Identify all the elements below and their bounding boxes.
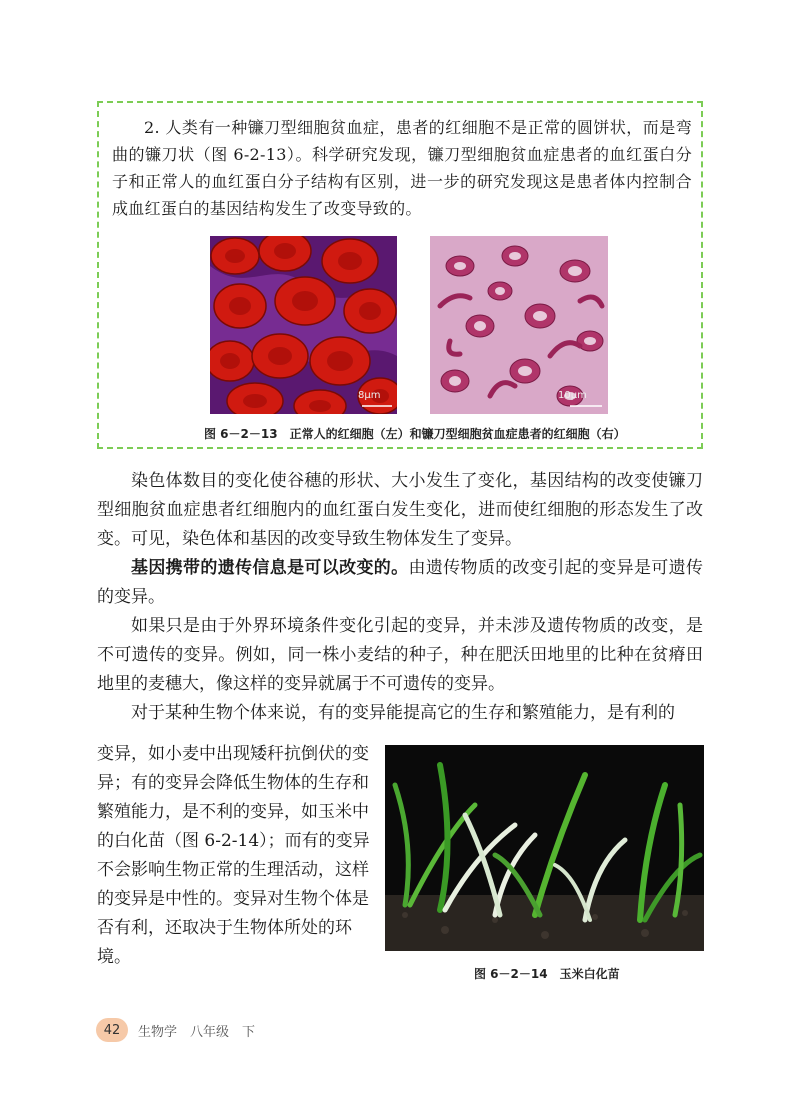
right-scale-label: 10μm bbox=[558, 390, 587, 401]
sickle-rbc-image bbox=[430, 236, 608, 414]
body-text bbox=[97, 467, 703, 728]
exercise-text bbox=[112, 114, 692, 222]
paragraph-4-rest: 变异，如小麦中出现矮秆抗倒伏的变异；有的变异会降低生物体的生存和繁殖能力，是不利的变异，如玉米中的白化苗（图 6-2-14）；而有的变异不会影响生物正常的生理活动，这样的变异是中性的。变异对生物个体是否有利，还取决于生物体所处的环境。 bbox=[97, 744, 370, 967]
key-statement: 基因携带的遗传信息是可以改变的。 bbox=[131, 558, 409, 578]
exercise-paragraph: 2. 人类有一种镰刀型细胞贫血症，患者的红细胞不是正常的圆饼状，而是弯曲的镰刀状（图 6-2-13）。科学研究发现，镰刀型细胞贫血症患者的血红蛋白分子和正常人的血红蛋白分子结构有区别，进一步的研究发现这是患者体内控制合成血红蛋白的基因结构发生了改变导致的。 bbox=[112, 118, 692, 218]
book-title: 生物学 八年级 下 bbox=[138, 1024, 256, 1040]
page-footer bbox=[96, 1018, 255, 1042]
normal-rbc-image bbox=[210, 236, 397, 414]
left-scale-label: 8μm bbox=[358, 390, 381, 401]
figure-6-2-13-caption: 图 6－2－13 正常人的红细胞（左）和镰刀型细胞贫血症患者的红细胞（右） bbox=[204, 427, 626, 441]
figure-6-2-14-caption: 图 6－2－14 玉米白化苗 bbox=[474, 967, 620, 981]
page-number: 42 bbox=[96, 1018, 128, 1042]
albino-corn-image bbox=[385, 745, 704, 951]
paragraph-4-first-line: 对于某种生物个体来说，有的变异能提高它的生存和繁殖能力，是有利的 bbox=[131, 703, 675, 723]
paragraph-1: 染色体数目的变化使谷穗的形状、大小发生了变化，基因结构的改变使镰刀型细胞贫血症患者红细胞内的血红蛋白发生变化，进而使红细胞的形态发生了改变。可见，染色体和基因的改变导致生物体发生了变异。 bbox=[97, 471, 703, 549]
side-text bbox=[97, 740, 379, 972]
paragraph-2-rest: 由遗传物质的改变引起的变异是可遗传的变异。 bbox=[97, 558, 703, 607]
paragraph-2 bbox=[97, 554, 703, 612]
paragraph-3: 如果只是由于外界环境条件变化引起的变异，并未涉及遗传物质的改变，是不可遗传的变异。例如，同一株小麦结的种子，种在肥沃田地里的比种在贫瘠田地里的麦穗大，像这样的变异就属于不可遗传的变异。 bbox=[97, 616, 703, 694]
